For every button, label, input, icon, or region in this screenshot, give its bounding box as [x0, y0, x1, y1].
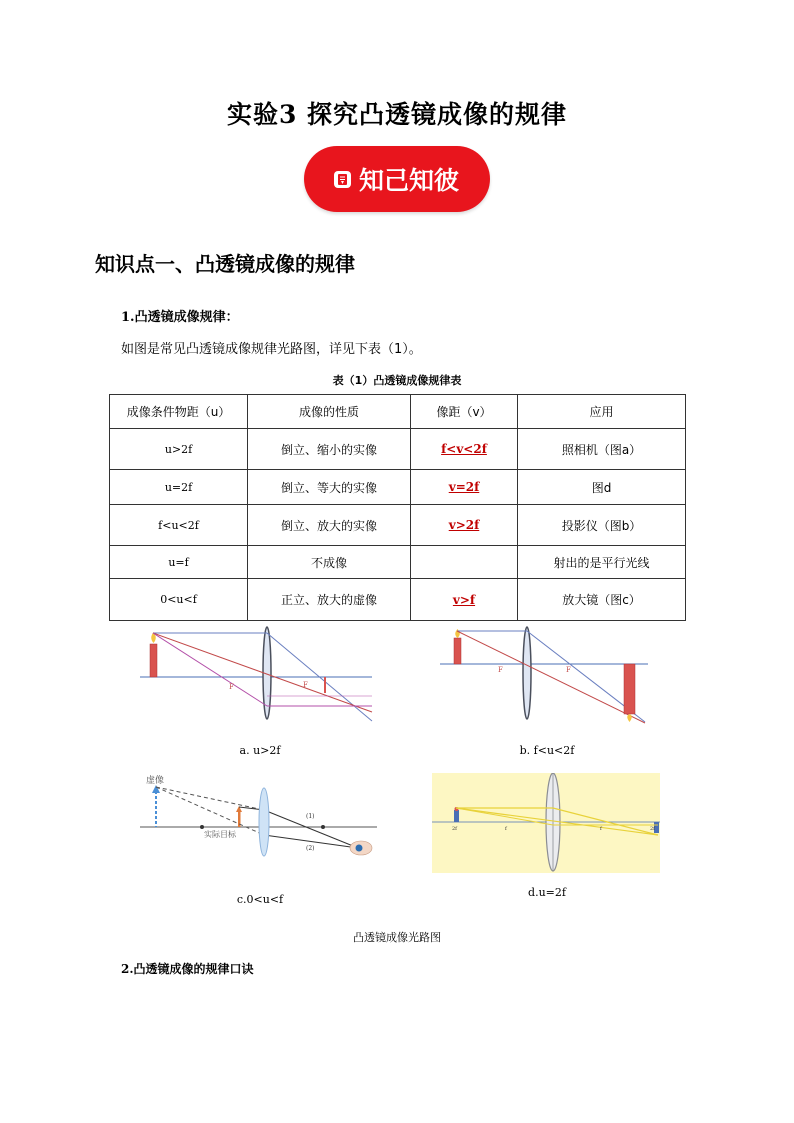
table-row [110, 579, 686, 621]
page-title: 实验3 探究凸透镜成像的规律 [226, 100, 568, 129]
table-cell: 投影仪（图b） [518, 505, 686, 546]
item1-heading: 1.凸透镜成像规律： [121, 310, 239, 325]
d-f-left-label: f [505, 826, 507, 832]
table-cell: 0<u<f [110, 579, 248, 621]
figure-caption: 凸透镜成像光路图 [353, 931, 441, 944]
item1-text: 如图是常见凸透镜成像规律光路图，详见下表（1）。 [121, 342, 422, 357]
table-header: 应用 [518, 395, 686, 429]
badge-label: 知己知彼 [359, 166, 460, 195]
figure-a-diagram [140, 626, 375, 722]
table-cell: 照相机（图a） [518, 429, 686, 470]
badge-banner [304, 146, 490, 212]
table-cell: u=f [110, 546, 248, 579]
table-row [110, 505, 686, 546]
real-object-label: 实际目标 [204, 830, 236, 839]
ray1-label: (1) [306, 813, 315, 820]
table-cell: v=2f [411, 470, 518, 505]
figure-d-diagram [432, 773, 660, 873]
table-row [110, 546, 686, 579]
table-cell: u>2f [110, 429, 248, 470]
d-f-right-label: f [600, 826, 602, 832]
table-cell: 不成像 [248, 546, 411, 579]
focus-label: F [498, 666, 503, 674]
figure-b-diagram [440, 626, 650, 726]
d-2f-right-label: 2f [650, 826, 656, 832]
figure-c-caption: c.0<u<f [236, 893, 284, 906]
d-2f-left-label: 2f [452, 826, 458, 832]
section-heading: 知识点一、凸透镜成像的规律 [95, 252, 355, 276]
table-cell: v>2f [411, 505, 518, 546]
focus-label: F [303, 681, 308, 689]
table-cell: 倒立、缩小的实像 [248, 429, 411, 470]
table-header: 像距（v） [411, 395, 518, 429]
ray2-label: (2) [306, 845, 315, 852]
table-cell: 射出的是平行光线 [518, 546, 686, 579]
item2-heading: 2.凸透镜成像的规律口诀 [121, 962, 254, 976]
table-cell: f<u<2f [110, 505, 248, 546]
table-row [110, 470, 686, 505]
rules-table [109, 394, 686, 621]
table-cell: f<v<2f [411, 429, 518, 470]
figure-b-caption: b. f<u<2f [519, 744, 575, 757]
table-cell: u=2f [110, 470, 248, 505]
table-row [110, 429, 686, 470]
figure-c-diagram [140, 775, 380, 860]
virtual-image-label: 虚像 [146, 776, 165, 786]
table-cell: v>f [411, 579, 518, 621]
table-header-row [110, 395, 686, 429]
focus-label: F [566, 666, 571, 674]
table-cell: 倒立、放大的实像 [248, 505, 411, 546]
table-caption: 表（1）凸透镜成像规律表 [332, 374, 462, 387]
table-cell: 放大镜（图c） [518, 579, 686, 621]
table-header: 成像的性质 [248, 395, 411, 429]
book-icon [334, 171, 351, 188]
table-cell: 正立、放大的虚像 [248, 579, 411, 621]
figure-a-caption: a. u>2f [239, 744, 281, 757]
table-cell [411, 546, 518, 579]
table-cell: 图d [518, 470, 686, 505]
table-header: 成像条件物距（u） [110, 395, 248, 429]
table-cell: 倒立、等大的实像 [248, 470, 411, 505]
focus-label: F [229, 683, 234, 691]
figure-d-caption: d.u=2f [528, 886, 566, 899]
